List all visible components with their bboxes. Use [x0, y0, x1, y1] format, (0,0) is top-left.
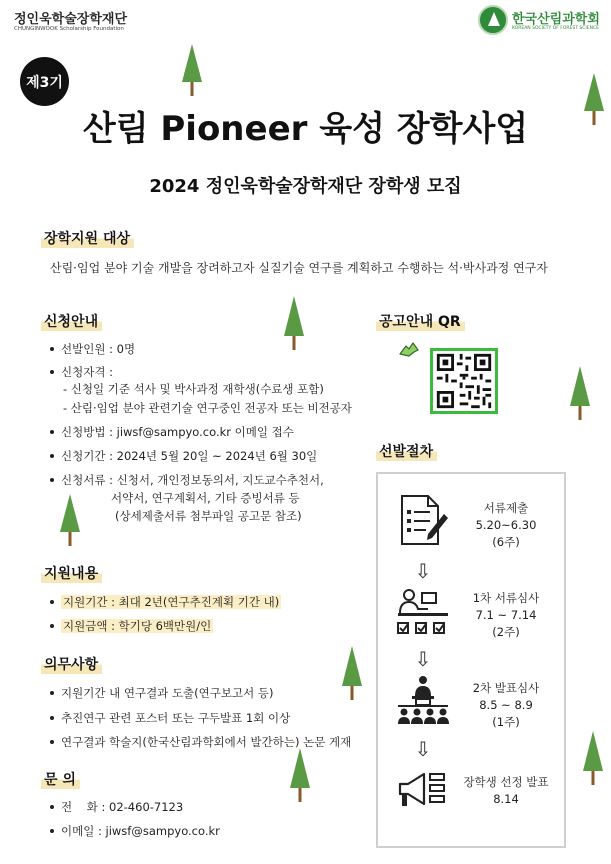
- step-date: 8.14: [493, 792, 519, 806]
- desk-review-icon: [394, 587, 452, 637]
- society-logo-text: 한국산림과학회: [512, 12, 600, 27]
- tree-icon: [341, 646, 363, 700]
- tree-icon: [181, 44, 203, 96]
- society-emblem-icon: [478, 5, 508, 35]
- list-item: [61, 618, 213, 634]
- list-item: 신청방법 : jiwsf@sampyo.co.kr 이메일 접수: [61, 425, 294, 439]
- list-subitem: - 산림·임업 분야 관련기술 연구중인 전공자 또는 비전공자: [63, 401, 352, 415]
- target-heading: 장학지원 대상: [41, 228, 134, 248]
- step-date: 7.1 ~ 7.14: [475, 608, 537, 622]
- document-pen-icon: [396, 494, 450, 548]
- page-title: 산림 Pioneer 육성 장학사업: [82, 109, 529, 149]
- tree-icon: [283, 296, 305, 350]
- contact-phone: 전 화 : 02-460-7123: [61, 800, 184, 814]
- list-item: 지원기간 내 연구결과 도출(연구보고서 등): [61, 686, 274, 700]
- highlighted-text: 지원기간 : 최대 2년(연구추진계획 기간 내): [63, 595, 280, 609]
- list-subitem: - 신청일 기준 석사 및 박사과정 재학생(수료생 포함): [63, 382, 324, 396]
- step-date: 8.5 ~ 8.9: [479, 698, 533, 712]
- tree-icon: [289, 748, 311, 802]
- step-name: 서류제출: [483, 501, 529, 515]
- step-name: 1차 서류심사: [472, 591, 540, 605]
- tree-icon: [582, 731, 604, 785]
- foundation-logo-subtext: CHUNGINWOOK Scholarship Foundation: [14, 26, 124, 32]
- step-date: 5.20~6.30: [475, 518, 537, 532]
- society-logo-subtext: KOREAN SOCIETY OF FOREST SCIENCE: [512, 26, 599, 31]
- tree-icon: [59, 494, 81, 546]
- society-logo: [478, 5, 606, 39]
- target-text: 산림·임업 분야 기술 개발을 장려하고자 실질기술 연구를 계획하고 수행하는 석·박사과정 연구자: [50, 261, 548, 275]
- arrow-down-icon: ⇩: [414, 647, 432, 671]
- contact-email: 이메일 : jiwsf@sampyo.co.kr: [61, 824, 220, 838]
- arrow-down-icon: ⇩: [414, 559, 432, 583]
- procedure-heading: 선발절차: [376, 441, 437, 461]
- edition-badge: 제3기: [20, 57, 69, 106]
- list-subitem: (상세제출서류 첨부파일 공고문 참조): [115, 509, 302, 523]
- presentation-audience-icon: [394, 674, 452, 726]
- tree-icon: [569, 366, 591, 420]
- page-subtitle: 2024 정인욱학술장학재단 장학생 모집: [149, 176, 462, 197]
- megaphone-icon: [396, 770, 448, 810]
- apply-heading: 신청안내: [41, 311, 102, 331]
- qr-code-icon: [433, 351, 495, 411]
- qr-heading: 공고안내 QR: [376, 311, 465, 331]
- step-duration: (1주): [492, 715, 520, 729]
- foundation-logo-text: 정인욱학술장학재단: [14, 12, 128, 27]
- step-duration: (2주): [492, 625, 520, 639]
- qr-code[interactable]: [430, 348, 498, 414]
- duty-heading: 의무사항: [41, 654, 102, 674]
- list-item: [61, 594, 281, 610]
- step-duration: (6주): [492, 535, 520, 549]
- step-name: 2차 발표심사: [472, 681, 540, 695]
- support-heading: 지원내용: [41, 563, 102, 583]
- list-item: 선발인원 : 0명: [61, 342, 136, 356]
- list-item: 신청기간 : 2024년 5월 20일 ~ 2024년 6월 30일: [61, 449, 318, 463]
- hand-pointer-icon: [398, 340, 420, 358]
- list-item: 연구결과 학술지(한국산림과학회에서 발간하는) 논문 게재: [61, 735, 352, 749]
- contact-heading: 문 의: [41, 769, 80, 789]
- list-subitem: 서약서, 연구계획서, 기타 증빙서류 등: [111, 491, 300, 505]
- list-item: 신청서류 : 신청서, 개인정보동의서, 지도교수추천서,: [61, 473, 324, 487]
- list-item: 추진연구 관련 포스터 또는 구두발표 1회 이상: [61, 711, 291, 725]
- list-item: 신청자격 :: [61, 365, 113, 379]
- highlighted-text: 지원금액 : 학기당 6백만원/인: [63, 619, 212, 633]
- arrow-down-icon: ⇩: [414, 737, 432, 761]
- step-name: 장학생 선정 발표: [463, 775, 549, 789]
